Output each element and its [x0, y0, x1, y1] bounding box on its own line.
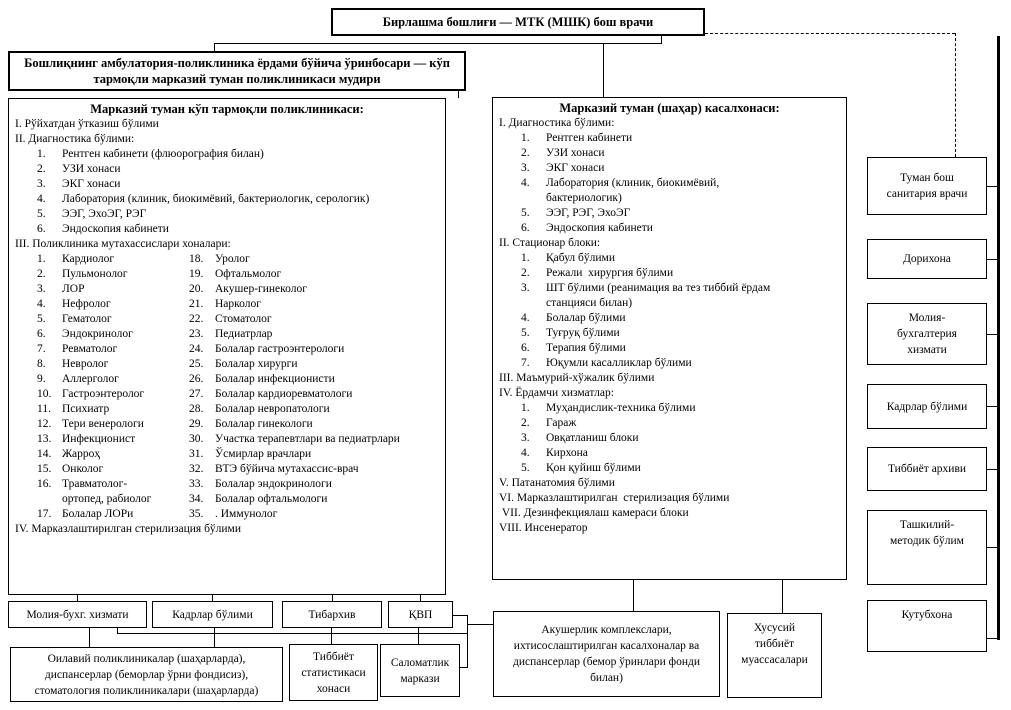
list-item-number: 1. [37, 253, 46, 265]
list-item [189, 477, 400, 492]
statistics-room-box [289, 644, 378, 701]
list-item-number: 5. [37, 208, 46, 220]
list-item-text: Офтальмолог [215, 268, 282, 280]
health-center-box [380, 644, 460, 697]
family-polyclinics-label: Оилавий поликлиникалар (шаҳарларда), диспансерлар (беморлар ўрни фондисиз), стоматология поликлиникалари (шаҳарларда) [34, 652, 259, 697]
list-item [189, 267, 400, 282]
list-item-number: 14. [37, 448, 52, 460]
list-item [493, 266, 846, 281]
dashed-connector-line [705, 33, 955, 34]
private-medical-box [727, 613, 822, 698]
list-item-text: Муҳандислик-техника бўлими [546, 402, 696, 414]
list-item [9, 342, 189, 357]
list-item [189, 312, 400, 327]
list-item [9, 372, 189, 387]
list-item-text: Болалар эндокринологи [215, 478, 332, 490]
hospital-title: Марказий туман (шаҳар) касалхонаси: [559, 101, 780, 115]
qvp-box [388, 601, 453, 628]
list-item-text: УЗИ хонаси [546, 147, 605, 159]
list-item [493, 146, 846, 161]
list-item-number: 5. [521, 462, 530, 474]
list-item-text: Пульмонолог [62, 268, 128, 280]
list-item [493, 161, 846, 176]
health-center-label: Саломатлик маркази [390, 656, 450, 685]
list-item [493, 461, 846, 476]
connector-line [332, 595, 333, 601]
list-item [189, 252, 400, 267]
list-item-number: 25. [189, 358, 204, 370]
list-item-number: 5. [37, 313, 46, 325]
list-item-number: 30. [189, 433, 204, 445]
list-item [9, 282, 189, 297]
connector-line [453, 615, 467, 616]
list-item-text: Эндоскопия кабинети [546, 222, 653, 234]
deputy-box [8, 51, 466, 91]
specialists-column [189, 252, 400, 522]
deputy-label: Бошлиқнинг амбулатория-поликлиника ёрдами бўйича ўринбосари — кўп тармоқли марказий туман поликлиникаси мудири [24, 56, 450, 86]
list-item-number: 21. [189, 298, 204, 310]
connector-line [782, 580, 783, 613]
pharmacy-box [867, 239, 987, 279]
connector-line [460, 667, 468, 668]
list-item [9, 357, 189, 372]
list-item [493, 311, 846, 326]
sanitary-doctor-label: Туман бош санитария врачи [886, 172, 968, 200]
list-item-text: Кирхона [546, 447, 588, 459]
director-label: Бирлашма бошлиғи — МТК (МШК) бош врачи [382, 15, 654, 29]
list-item-number: 6. [37, 223, 46, 235]
list-item-number: 3. [521, 282, 530, 294]
dashed-connector-line [955, 33, 956, 157]
list-item [9, 267, 189, 282]
list-item-number: 31. [189, 448, 204, 460]
list-item-text: Травматолог-ортопед, рабиолог [62, 478, 152, 505]
list-item-text: Стоматолог [215, 313, 272, 325]
list-item [493, 176, 846, 206]
list-item-number: 13. [37, 433, 52, 445]
connector-line [987, 259, 997, 260]
qvp-label: ҚВП [408, 608, 433, 621]
finance-service-small-label: Молия-бухг. хизмати [26, 608, 129, 621]
list-item-text: Жарроҳ [62, 448, 101, 460]
obstetric-complexes-label: Акушерлик комплекслари, ихтисослаштирилган касалхоналар ва диспансерлар (бемор ўринлари фонди билан) [512, 624, 700, 684]
specialists-columns [9, 252, 445, 522]
list-item [9, 147, 445, 162]
list-item [189, 432, 400, 447]
section-heading: V. Патанатомия бўлими [499, 477, 615, 489]
list-item-text: Эндоскопия кабинети [62, 223, 169, 235]
connector-line [661, 36, 662, 44]
list-item-text: Участка терапевтлари ва педиатрлари [215, 433, 400, 445]
list-item [189, 447, 400, 462]
list-item-text: Гараж [546, 417, 577, 429]
list-item-text: Рентген кабинети (флюорография билан) [62, 148, 264, 160]
list-item-number: 18. [189, 253, 204, 265]
connector-line [987, 186, 997, 187]
library-label: Кутубхона [901, 609, 953, 621]
pharmacy-label: Дорихона [903, 253, 951, 265]
list-item-text: Болалар кардиоревматологи [215, 388, 353, 400]
list-item [189, 282, 400, 297]
list-item-number: 8. [37, 358, 46, 370]
connector-line [214, 43, 215, 51]
list-item-text: Ревматолог [62, 343, 118, 355]
list-item-text: Гастроэнтеролог [62, 388, 145, 400]
finance-accounting-box [867, 303, 987, 365]
list-item-text: Болалар бўлими [546, 312, 626, 324]
obstetric-complexes-box [493, 611, 720, 697]
list-item-text: ЭКГ хонаси [546, 162, 605, 174]
list-item-number: 1. [521, 252, 530, 264]
list-item-text: Болалар гастроэнтерологи [215, 343, 345, 355]
connector-line [603, 43, 604, 97]
list-item-number: 6. [521, 222, 530, 234]
connector-line [467, 615, 468, 668]
list-item [493, 251, 846, 266]
section-heading: III. Поликлиника мутахассислари хоналари: [15, 238, 231, 250]
list-item-number: 19. [189, 268, 204, 280]
list-item-number: 5. [521, 207, 530, 219]
connector-line [77, 595, 78, 601]
list-item-number: 3. [37, 178, 46, 190]
connector-line [418, 628, 419, 644]
list-item-text: . Иммунолог [215, 508, 278, 520]
list-item-text: Қабул бўлими [546, 252, 615, 264]
list-item-text: Эндокринолог [62, 328, 133, 340]
list-item-text: Педиатрлар [215, 328, 273, 340]
list-item-text: Гематолог [62, 313, 112, 325]
statistics-room-label: Тиббиёт статистикаси хонаси [301, 650, 366, 695]
list-item [189, 402, 400, 417]
list-item-text: ВТЭ бўйича мутахассис-врач [215, 463, 359, 475]
list-item-number: 26. [189, 373, 204, 385]
medical-archive-box [867, 447, 987, 491]
list-item [493, 416, 846, 431]
list-item-text: Невролог [62, 358, 109, 370]
list-item [189, 507, 400, 522]
connector-line [987, 547, 997, 548]
org-method-label: Ташкилий-методик бўлим [890, 519, 964, 547]
section-heading: III. Маъмурий-хўжалик бўлими [499, 372, 655, 384]
list-item-text: Нарколог [215, 298, 261, 310]
list-item-text: Акушер-гинеколог [215, 283, 307, 295]
list-item-text: Овқатланиш блоки [546, 432, 639, 444]
list-item [493, 326, 846, 341]
right-rail-line [997, 36, 1000, 640]
list-item-number: 3. [521, 432, 530, 444]
list-item [493, 446, 846, 461]
list-item-text: Терапия бўлими [546, 342, 626, 354]
list-item [189, 492, 400, 507]
sanitary-doctor-box [867, 157, 987, 215]
list-item-number: 27. [189, 388, 204, 400]
list-item-number: 2. [37, 163, 46, 175]
list-item [9, 417, 189, 432]
list-item-text: Болалар инфекционисти [215, 373, 335, 385]
connector-line [214, 43, 662, 44]
connector-line [987, 334, 997, 335]
list-item [189, 372, 400, 387]
list-item-number: 4. [37, 193, 46, 205]
list-item [9, 462, 189, 477]
specialists-column [9, 252, 189, 522]
list-item [189, 357, 400, 372]
list-item-number: 2. [521, 147, 530, 159]
tibarkhiv-label: Тибархив [308, 608, 356, 621]
list-item [493, 206, 846, 221]
list-item-text: Юқумли касалликлар бўлими [546, 357, 692, 369]
list-item-number: 23. [189, 328, 204, 340]
list-item-number: 5. [521, 327, 530, 339]
list-item [9, 402, 189, 417]
list-item-text: Болалар офтальмологи [215, 493, 328, 505]
list-item-text: Уролог [215, 253, 250, 265]
section-heading: II. Стационар блоки: [499, 237, 601, 249]
connector-line [987, 469, 997, 470]
list-item [9, 252, 189, 267]
list-item-text: Аллерголог [62, 373, 119, 385]
connector-line [214, 628, 215, 647]
list-item [9, 387, 189, 402]
list-item-text: Лаборатория (клиник, биокимёвий, бактериологик, серологик) [62, 193, 370, 205]
section-heading: VI. Марказлаштирилган стерилизация бўлими [499, 492, 730, 504]
list-item [9, 177, 445, 192]
list-item [189, 462, 400, 477]
connector-line [633, 580, 634, 611]
tibarkhiv-box [282, 601, 382, 628]
section-heading: VII. Дезинфекциялаш камераси блоки [499, 507, 689, 519]
list-item-text: Инфекционист [62, 433, 136, 445]
list-item-text: Кардиолог [62, 253, 115, 265]
list-item [493, 401, 846, 416]
section-heading: IV. Марказлаштирилган стерилизация бўлими [15, 523, 241, 535]
list-item [9, 297, 189, 312]
list-item-number: 34. [189, 493, 204, 505]
director-box [331, 8, 705, 36]
list-item-number: 3. [37, 283, 46, 295]
list-item [493, 431, 846, 446]
list-item-text: ЭЭГ, РЭГ, ЭхоЭГ [546, 207, 631, 219]
list-item-number: 35. [189, 508, 204, 520]
list-item [9, 192, 445, 207]
list-item [9, 222, 445, 237]
list-item-number: 4. [521, 177, 530, 189]
list-item-text: Онколог [62, 463, 104, 475]
list-item [9, 162, 445, 177]
list-item-text: Лаборатория (клиник, биокимёвий, бактериологик) [546, 177, 723, 204]
list-item-text: ЛОР [62, 283, 85, 295]
list-item-text: Тери венерологи [62, 418, 144, 430]
library-box [867, 600, 987, 652]
private-medical-label: Хусусий тиббиёт муассасалари [741, 622, 808, 666]
list-item-text: Болалар невропатологи [215, 403, 330, 415]
list-item [493, 281, 846, 311]
connector-line [467, 624, 493, 625]
list-item-text: Нефролог [62, 298, 111, 310]
list-item-number: 7. [37, 343, 46, 355]
section-heading: I. Рўйхатдан ўтказиш бўлими [15, 118, 159, 130]
hospital-list [493, 116, 846, 536]
connector-line [117, 633, 468, 634]
list-item-text: ЭКГ хонаси [62, 178, 121, 190]
list-item-text: Психиатр [62, 403, 110, 415]
hr-small-box [152, 601, 273, 628]
section-heading: I. Диагностика бўлими: [499, 117, 615, 129]
section-heading: II. Диагностика бўлими: [15, 133, 135, 145]
list-item-number: 11. [37, 403, 51, 415]
finance-service-small-box [8, 601, 147, 628]
list-item-number: 15. [37, 463, 52, 475]
list-item-number: 7. [521, 357, 530, 369]
list-item-text: УЗИ хонаси [62, 163, 121, 175]
list-item-text: Ўсмирлар врачлари [215, 448, 312, 460]
list-item [493, 356, 846, 371]
list-item [9, 507, 189, 522]
list-item-number: 22. [189, 313, 204, 325]
list-item-text: Болалар ЛОРи [62, 508, 134, 520]
list-item [189, 387, 400, 402]
list-item [189, 417, 400, 432]
list-item [9, 207, 445, 222]
list-item [493, 341, 846, 356]
list-item-number: 20. [189, 283, 204, 295]
list-item [9, 447, 189, 462]
family-polyclinics-box [10, 647, 283, 702]
list-item-text: ШТ бўлими (реанимация ва тез тиббий ёрдам станцияси билан) [546, 282, 774, 309]
hr-small-label: Кадрлар бўлими [172, 608, 253, 621]
medical-archive-label: Тиббиёт архиви [887, 463, 967, 475]
list-item-number: 6. [521, 342, 530, 354]
list-item-number: 29. [189, 418, 204, 430]
list-item-number: 12. [37, 418, 52, 430]
list-item [493, 221, 846, 236]
section-heading: IV. Ёрдамчи хизматлар: [499, 387, 614, 399]
list-item-number: 2. [37, 268, 46, 280]
list-item [9, 477, 189, 507]
list-item-number: 1. [521, 132, 530, 144]
polyclinic-title: Марказий туман кўп тармоқли поликлиникаси: [90, 102, 364, 116]
connector-line [987, 638, 997, 639]
list-item [189, 342, 400, 357]
section-heading: VIII. Инсенератор [499, 522, 588, 534]
list-item-number: 3. [521, 162, 530, 174]
connector-line [212, 595, 213, 601]
list-item-number: 4. [37, 298, 46, 310]
list-item [493, 131, 846, 146]
connector-line [420, 595, 421, 601]
list-item-number: 9. [37, 373, 46, 385]
list-item-number: 16. [37, 478, 52, 490]
list-item-text: Рентген кабинети [546, 132, 633, 144]
list-item-number: 6. [37, 328, 46, 340]
list-item-number: 4. [521, 447, 530, 459]
list-item-number: 2. [521, 417, 530, 429]
list-item-text: Туғруқ бўлими [546, 327, 620, 339]
list-item-text: Болалар хирурги [215, 358, 298, 370]
list-item-number: 24. [189, 343, 204, 355]
finance-accounting-label: Молия-бухгалтерия хизмати [897, 312, 957, 356]
list-item-number: 10. [37, 388, 52, 400]
connector-line [89, 628, 90, 647]
list-item-text: Қон қуйиш бўлими [546, 462, 641, 474]
list-item-text: Режали хирургия бўлими [546, 267, 674, 279]
list-item-number: 1. [521, 402, 530, 414]
list-item [9, 432, 189, 447]
org-method-box [867, 510, 987, 585]
list-item-number: 4. [521, 312, 530, 324]
list-item-number: 1. [37, 148, 46, 160]
polyclinic-list [9, 117, 445, 537]
list-item [9, 327, 189, 342]
connector-line [458, 91, 459, 98]
list-item-text: ЭЭГ, ЭхоЭГ, РЭГ [62, 208, 147, 220]
list-item-number: 2. [521, 267, 530, 279]
connector-line [331, 628, 332, 644]
list-item-number: 28. [189, 403, 204, 415]
connector-line [987, 406, 997, 407]
polyclinic-box [8, 98, 446, 595]
hr-department-box [867, 384, 987, 429]
hr-department-label: Кадрлар бўлими [886, 400, 968, 413]
list-item [189, 297, 400, 312]
list-item [189, 327, 400, 342]
list-item-text: Болалар гинекологи [215, 418, 313, 430]
hospital-box [492, 97, 847, 580]
list-item-number: 17. [37, 508, 52, 520]
list-item [9, 312, 189, 327]
list-item-number: 32. [189, 463, 204, 475]
list-item-number: 33. [189, 478, 204, 490]
